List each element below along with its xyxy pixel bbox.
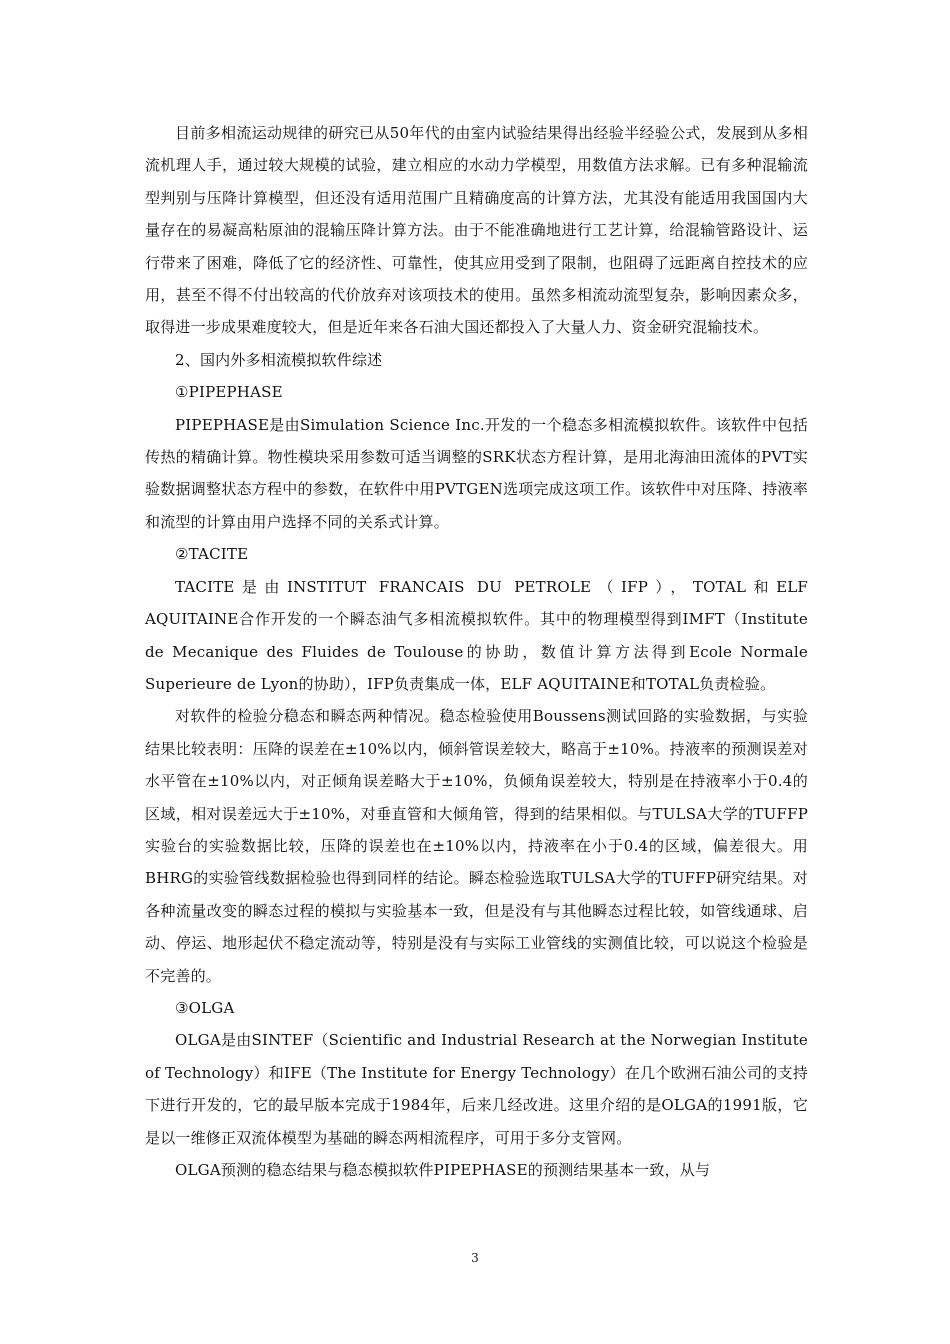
paragraph-olga-intro: OLGA是由SINTEF（Scientific and Industrial Research at the Norwegian Institute of Technology）和IFE（The Institute for Energy Technology）在几个欧洲石油公司的支持下进行开发的，它的最早版本完成于1984年，后来几经改进。这里介绍的是OLGA的1991版，它是以一维修正双流体模型为基础的瞬态两相流程序，可用于多分支管网。 [145,1031,808,1147]
subheading-olga: ③OLGA [175,998,235,1017]
subheading-pipephase: ①PIPEPHASE [175,383,283,402]
paragraph-tacite-validation: 对软件的检验分稳态和瞬态两种情况。稳态检验使用Boussens测试回路的实验数据，与实验结果比较表明：压降的误差在±10%以内，倾斜管误差较大，略高于±10%。持液率的预测误差对水平管在±10%以内，对正倾角误差略大于±10%，负倾角误差较大，特别是在持液率小于0.4的区域，相对误差远大于±10%，对垂直管和大倾角管，得到的结果相似。与TULSA大学的TUFFP实验台的实验数据比较，压降的误差也在±10%以内，持液率在小于0.4的区域，偏差很大。用BHRG的实验管线数据检验也得到同样的结论。瞬态检验选取TULSA大学的TUFFP研究结果。对各种流量改变的瞬态过程的模拟与实验基本一致，但是没有与其他瞬态过程比较，如管线通球、启动、停运、地形起伏不稳定流动等，特别是没有与实际工业管线的实测值比较，可以说这个检验是不完善的。 [145,707,808,985]
page-number: 3 [471,1251,479,1265]
paragraph-research-status: 目前多相流运动规律的研究已从50年代的由室内试验结果得出经验半经验公式，发展到从多相流机理人手，通过较大规模的试验，建立相应的水动力学模型，用数值方法求解。已有多种混输流型判别与压降计算模型，但还没有适用范围广且精确度高的计算方法，尤其没有能适用我国国内大量存在的易凝高粘原油的混输压降计算方法。由于不能准确地进行工艺计算，给混输管路设计、运行带来了困难，降低了它的经济性、可靠性，使其应用受到了限制，也阻碍了远距离自控技术的应用，甚至不得不付出较高的代价放弃对该项技术的使用。虽然多相流动流型复杂，影响因素众多，取得进一步成果难度较大，但是近年来各石油大国还都投入了大量人力、资金研究混输技术。 [145,124,808,337]
paragraph-tacite-intro: TACITE是由INSTITUT FRANCAIS DU PETROLE（IFP），TOTAL和ELF AQUITAINE合作开发的一个瞬态油气多相流模拟软件。其中的物理模型得到IMFT（Institute de Mecanique des Fluides de Toulouse的协助，数值计算方法得到Ecole Normale Superieure de Lyon的协助），IFP负责集成一体，ELF AQUITAINE和TOTAL负责检验。 [145,577,808,693]
subheading-tacite: ②TACITE [175,545,249,564]
section-heading-software-review: 2、国内外多相流模拟软件综述 [175,350,383,369]
paragraph-olga-results: OLGA预测的稳态结果与稳态模拟软件PIPEPHASE的预测结果基本一致，从与 [175,1161,711,1179]
paragraph-pipephase: PIPEPHASE是由Simulation Science Inc.开发的一个稳态多相流模拟软件。该软件中包括传热的精确计算。物性模块采用参数可适当调整的SRK状态方程计算，是用北海油田流体的PVT实验数据调整状态方程中的参数，在软件中用PVTGEN选项完成这项工作。该软件中对压降、持液率和流型的计算由用户选择不同的关系式计算。 [145,415,808,531]
document-body [145,117,808,1186]
